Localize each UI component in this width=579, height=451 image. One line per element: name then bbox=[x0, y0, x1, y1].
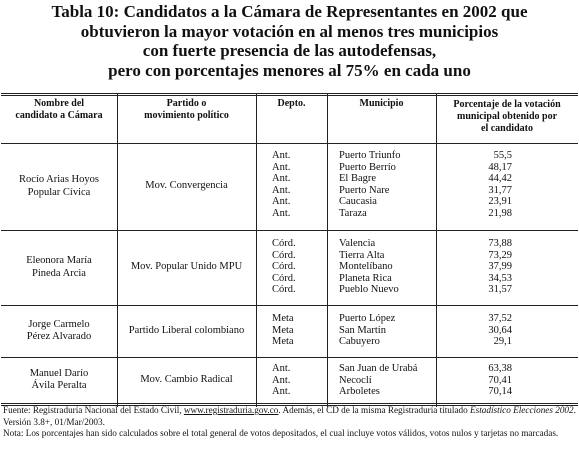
title-line-2: obtuvieron la mayor votación en al menos tres municipios bbox=[80, 21, 499, 41]
percentage-value: 37,52 bbox=[488, 313, 512, 324]
municipality-value: Puerto Triunfo bbox=[339, 150, 401, 161]
table-footer bbox=[3, 405, 577, 440]
municipality-list bbox=[339, 363, 417, 398]
table-title bbox=[0, 2, 579, 80]
candidates-table bbox=[1, 93, 578, 407]
dept-value: Ant. bbox=[272, 161, 291, 173]
source-suffix: . Versión 3.8+, 01/Mar/2003. bbox=[3, 405, 576, 427]
dept-list bbox=[272, 150, 290, 220]
percentage-value: 73,29 bbox=[488, 249, 512, 261]
percentage-value: 23,91 bbox=[488, 196, 512, 208]
dept-value: Córd. bbox=[272, 261, 296, 273]
party-name: Partido Liberal colombiano bbox=[128, 324, 245, 336]
candidate-name: Jorge Carmelo bbox=[28, 318, 90, 330]
column-divider bbox=[327, 93, 328, 407]
percentage-list bbox=[436, 238, 512, 296]
candidate-name-cell bbox=[1, 357, 117, 403]
header-candidate-line-1: Nombre del bbox=[33, 98, 85, 109]
municipality-value: Necoclí bbox=[339, 374, 372, 386]
municipality-value: Puerto Nare bbox=[339, 184, 390, 196]
registraduria-link[interactable]: www.registraduria.gov.co bbox=[183, 405, 279, 415]
percentage-value: 37,99 bbox=[488, 261, 512, 273]
candidate-name-cell bbox=[1, 143, 117, 230]
party-name: Mov. Cambio Radical bbox=[140, 373, 233, 385]
dept-value: Córd. bbox=[272, 284, 296, 296]
source-note bbox=[3, 405, 577, 428]
dept-value: Ant. bbox=[272, 386, 291, 398]
party-cell bbox=[117, 305, 256, 357]
header-party-line-2: movimiento político bbox=[144, 110, 229, 121]
title-line-3: con fuerte presencia de las autodefensas, bbox=[142, 41, 437, 60]
municipality-value: Taraza bbox=[339, 207, 367, 219]
percentage-value: 48,17 bbox=[488, 161, 512, 173]
dept-list bbox=[272, 313, 294, 348]
header-municipality-label: Municipio bbox=[359, 97, 404, 109]
percentage-value: 34,53 bbox=[488, 272, 512, 284]
source-title: Estadístico Elecciones 2002 bbox=[470, 405, 574, 415]
dept-value: Córd. bbox=[272, 238, 296, 249]
dept-value: Ant. bbox=[272, 196, 291, 208]
column-divider bbox=[256, 93, 257, 407]
title-line-1: Tabla 10: Candidatos a la Cámara de Representantes en 2002 que bbox=[51, 2, 528, 21]
header-percentage bbox=[436, 97, 578, 137]
table-top-rule bbox=[1, 93, 578, 96]
dept-value: Córd. bbox=[272, 272, 296, 284]
dept-value: Meta bbox=[272, 313, 294, 324]
percentage-value: 30,64 bbox=[488, 324, 512, 336]
header-candidate-line-2: candidato a Cámara bbox=[15, 110, 103, 121]
municipality-value: San Martín bbox=[339, 324, 386, 336]
dept-value: Ant. bbox=[272, 363, 291, 374]
municipality-list bbox=[339, 150, 401, 220]
dept-value: Meta bbox=[272, 336, 294, 348]
candidate-name-cell bbox=[1, 230, 117, 305]
header-dept bbox=[256, 97, 327, 110]
dept-value: Ant. bbox=[272, 184, 291, 196]
dept-value: Ant. bbox=[272, 374, 291, 386]
dept-value: Ant. bbox=[272, 207, 291, 219]
municipality-list bbox=[339, 313, 395, 348]
percentage-value: 21,98 bbox=[488, 207, 512, 219]
municipality-value: Tierra Alta bbox=[339, 249, 385, 261]
municipality-value: Cabuyero bbox=[339, 336, 380, 348]
percentage-value: 29,1 bbox=[493, 336, 512, 348]
percentage-value: 31,57 bbox=[488, 284, 512, 296]
municipality-value: Puerto Berrío bbox=[339, 161, 396, 173]
party-cell bbox=[117, 143, 256, 230]
header-pct-line-1: Porcentaje de la votación bbox=[453, 99, 561, 110]
percentage-note: Nota: Los porcentajes han sido calculados sobre el total general de votos depositados, el cual incluye votos válidos, votos nulos y tarjetas no marcadas. bbox=[3, 428, 559, 439]
header-candidate bbox=[1, 97, 117, 123]
candidate-name-cell bbox=[1, 305, 117, 357]
municipality-value: Planeta Rica bbox=[339, 272, 392, 284]
header-dept-label: Depto. bbox=[277, 97, 306, 109]
header-pct-line-2: municipal obtenido por bbox=[456, 111, 558, 122]
municipality-value: Pueblo Nuevo bbox=[339, 284, 399, 296]
municipality-value: San Juan de Urabá bbox=[339, 363, 418, 374]
dept-list bbox=[272, 238, 296, 296]
candidate-name: Manuel Darío bbox=[29, 367, 89, 379]
dept-value: Ant. bbox=[272, 150, 291, 161]
percentage-value: 70,14 bbox=[488, 386, 512, 398]
percentage-value: 31,77 bbox=[488, 184, 512, 196]
percentage-list bbox=[436, 363, 512, 398]
municipality-value: Puerto López bbox=[339, 313, 396, 324]
municipality-value: Caucasia bbox=[339, 196, 377, 208]
dept-value: Meta bbox=[272, 324, 294, 336]
percentage-value: 73,88 bbox=[488, 238, 512, 249]
percentage-value: 55,5 bbox=[493, 150, 512, 161]
header-party bbox=[117, 97, 256, 123]
dept-value: Córd. bbox=[272, 249, 296, 261]
percentage-value: 63,38 bbox=[488, 363, 512, 374]
header-party-line-1: Partido o bbox=[166, 98, 207, 109]
percentage-value: 70,41 bbox=[488, 374, 512, 386]
percentage-list bbox=[436, 150, 512, 220]
candidate-name: Eleonora María bbox=[26, 255, 92, 266]
candidate-party-affiliation: Popular Cívica bbox=[27, 186, 91, 198]
source-mid: . Además, el CD de la misma Registraduría titulado bbox=[278, 405, 468, 415]
party-name: Mov. Convergencia bbox=[145, 180, 228, 192]
candidate-name: Pérez Alvarado bbox=[26, 331, 92, 342]
municipality-value: Montelíbano bbox=[339, 261, 393, 273]
candidate-name: Pineda Arcia bbox=[32, 267, 86, 279]
dept-value: Ant. bbox=[272, 173, 291, 185]
percentage-value: 44,42 bbox=[488, 173, 512, 185]
municipality-list bbox=[339, 238, 399, 296]
municipality-value: Valencia bbox=[339, 238, 376, 249]
municipality-value: El Bagre bbox=[339, 173, 377, 185]
percentage-list bbox=[436, 313, 512, 348]
municipality-value: Arboletes bbox=[339, 386, 380, 398]
party-cell bbox=[117, 357, 256, 403]
party-cell bbox=[117, 230, 256, 305]
candidate-name: Rocío Arias Hoyos bbox=[19, 174, 99, 185]
header-municipality bbox=[327, 97, 436, 110]
candidate-name: Ávila Peralta bbox=[31, 380, 87, 391]
title-line-4: pero con porcentajes menores al 75% en cada uno bbox=[108, 60, 471, 80]
party-name: Mov. Popular Unido MPU bbox=[130, 261, 243, 273]
source-prefix: Fuente: Registraduría Nacional del Estado Civil, bbox=[3, 405, 182, 415]
header-pct-line-3: el candidato bbox=[481, 123, 533, 134]
dept-list bbox=[272, 363, 290, 398]
